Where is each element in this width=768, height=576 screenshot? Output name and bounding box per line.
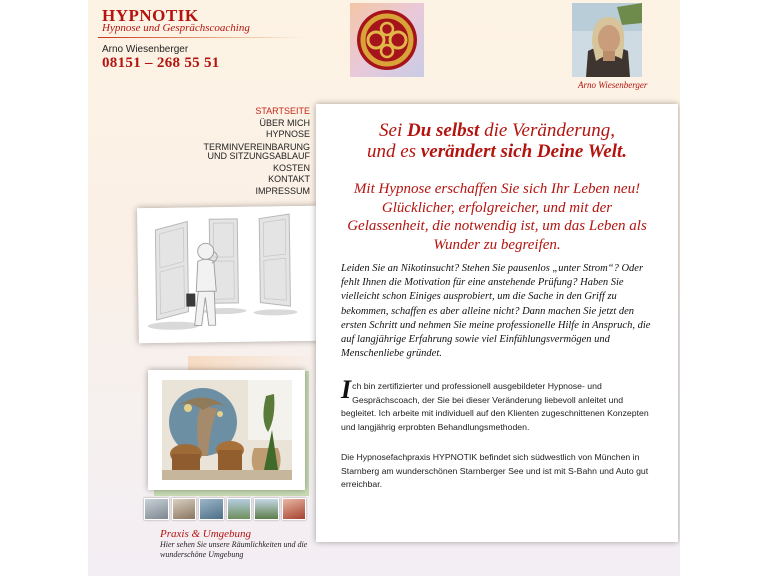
gallery-thumbnail[interactable] [254,498,279,520]
about-text: ch bin zertifizierter und professionell ausgebildeter Hypnose- und Gesprächscoach, der Sie bei dieser Veränderung liebevoll anleitet und begleitet. Ich arbeite mit individuell auf den Klienten zugeschnittenen Konzepten und langjährig erprobten Behandlungsmethoden. [341,381,649,432]
praxis-subtitle: Hier sehen Sie unsere Räumlichkeiten und die wunderschöne Umgebung [160,540,308,559]
slogan-emphasis-1: Du selbst [407,120,480,141]
nav-item-ueber-mich[interactable]: ÜBER MICH [259,117,310,128]
gallery-thumbnail[interactable] [282,498,307,520]
gallery-thumbnail[interactable] [172,498,197,520]
slogan [316,120,678,162]
logo-emblem[interactable] [350,3,424,77]
gallery-thumbnail[interactable] [199,498,224,520]
nav-item-impressum[interactable]: IMPRESSUM [255,185,310,196]
doors-illustration [137,206,319,344]
phone-number: 08151 – 268 55 51 [102,55,220,71]
slogan-mid: die Veränderung, [479,120,615,141]
main-content [316,104,678,542]
slogan-pre: Sei [379,120,407,141]
about-paragraph [341,375,657,434]
nav-item-hypnose[interactable]: HYPNOSE [265,129,310,139]
gallery-thumbnails [144,498,306,518]
location-paragraph: Die Hypnosefachpraxis HYPNOTIK befindet sich südwestlich von München in Starnberg am wunderschönen Starnberger See und ist mit S-Bahn und Auto gut erreichbar. [341,452,649,489]
nav-item-kosten[interactable]: KOSTEN [272,162,310,173]
nav-item-sitzungsablauf[interactable]: UND SITZUNGSABLAUF [207,151,310,161]
header-divider [98,37,303,38]
slogan-line2-pre: und es [367,141,421,162]
main-navigation [196,106,310,197]
portrait-signature: Arno Wiesenberger [578,80,648,90]
nav-item-kontakt[interactable]: KONTAKT [268,174,310,184]
brand-title[interactable]: HYPNOTIK [102,6,199,25]
brand-tagline: Hypnose und Gesprächscoaching [102,22,250,34]
praxis-title[interactable]: Praxis & Umgebung [160,528,252,540]
nav-item-terminvereinbarung[interactable]: TERMINVEREINBARUNG [203,141,310,152]
nav-item-startseite[interactable]: STARTSEITE [255,106,310,116]
question-paragraph: Leiden Sie an Nikotinsucht? Stehen Sie pausenlos „unter Strom“? Oder fehlt Ihnen die Motivation für eine anstehende Prüfung? Haben Sie vielleicht schon Einiges ausprobiert, um die Sache in den Griff zu bekommen, schaffen es aber alleine nicht? Dann machen Sie jetzt den ersten Schritt und nehmen Sie meine professionelle Hilfe in Anspruch, die auf langjährige Erfahrung sowie viel Einfühlungsvermögen und Menschenliebe gründet. [341,263,651,360]
slogan-emphasis-2: verändert sich Deine Welt. [420,141,627,162]
gallery-thumbnail[interactable] [144,498,169,520]
page-canvas [88,0,680,576]
intro-text: Mit Hypnose erschaffen Sie sich Ihr Leben neu! Glücklicher, erfolgreicher, und mit der Gelassenheit, die notwendig ist, um das Leben als Wunder zu begreifen. [347,181,647,253]
portrait-photo [572,3,642,77]
owner-name: Arno Wiesenberger [102,44,189,55]
practice-room-photo[interactable] [148,370,305,490]
drop-cap: I [341,375,352,404]
gallery-thumbnail[interactable] [227,498,252,520]
